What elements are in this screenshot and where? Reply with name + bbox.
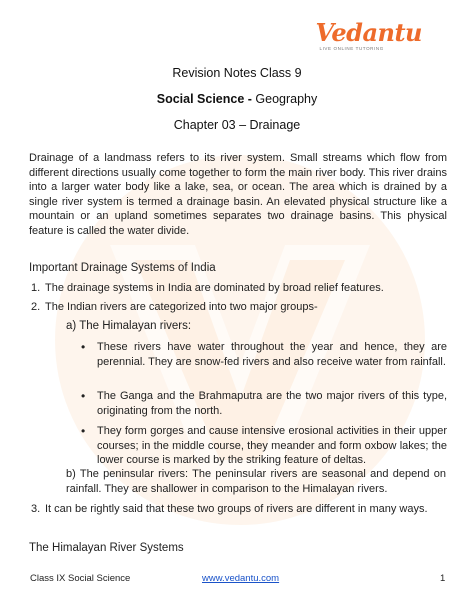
bullet-item: • They form gorges and cause intensive erosional activities in their upper courses; in the middle course, they meander and form oxbow lakes; the lower course is marked by the striking feature of deltas. — [97, 424, 447, 468]
doc-title: Revision Notes Class 9 — [172, 66, 302, 80]
doc-chapter: Chapter 03 – Drainage — [173, 118, 301, 132]
list-item-text: The Indian rivers are categorized into two major groups- — [45, 301, 318, 313]
list-item-number: 3. — [31, 503, 41, 515]
brand-tagline: LIVE ONLINE TUTORING — [319, 46, 384, 51]
section-heading-drainage-systems: Important Drainage Systems of India — [29, 262, 216, 274]
doc-subject-rest: Geography — [251, 92, 318, 106]
peninsular-rivers-paragraph: b) The peninsular rivers: The peninsular rivers are seasonal and depend on rainfall. They are shallower in comparison to the Himalayan rivers. — [66, 468, 446, 495]
list-item-number: 2. — [31, 301, 41, 313]
brand-name: Vedantu — [315, 18, 422, 47]
list-item — [31, 281, 451, 296]
list-item-text: It can be rightly said that these two groups of rivers are different in many ways. — [45, 503, 428, 515]
section-heading-himalayan-systems: The Himalayan River Systems — [29, 542, 184, 554]
list-item — [31, 300, 451, 315]
doc-subject — [0, 92, 474, 106]
brand-logo — [315, 20, 422, 51]
intro-paragraph: Drainage of a landmass refers to its river system. Small streams which flow from different directions usually come together to form the main river body. This river drains into a larger water body like a lake, sea, or ocean. The area which is drained by a single river system is termed a drainage basin. An elevated physical structure like a mountain or an upland sometimes separates two drainage basins. This physical feature is called the water divide. — [29, 152, 447, 237]
footer-website-link[interactable]: www.vedantu.com — [202, 573, 280, 584]
bullet-item: • These rivers have water throughout the year and hence, they are perennial. They are snow-fed rivers and also receive water from rainfall. — [97, 340, 447, 369]
doc-subject-bold: Social Science - — [156, 92, 252, 106]
subheading-himalayan-rivers: a) The Himalayan rivers: — [66, 320, 192, 332]
footer-class-label: Class IX Social Science — [30, 573, 131, 584]
footer-website[interactable] — [202, 573, 279, 584]
list-item-number: 1. — [31, 282, 41, 294]
bullet-item: • The Ganga and the Brahmaputra are the two major rivers of this type, originating from the north. — [97, 389, 447, 418]
list-item — [31, 502, 451, 517]
list-item-text: The drainage systems in India are dominated by broad relief features. — [45, 282, 384, 294]
page-number: 1 — [440, 573, 446, 584]
